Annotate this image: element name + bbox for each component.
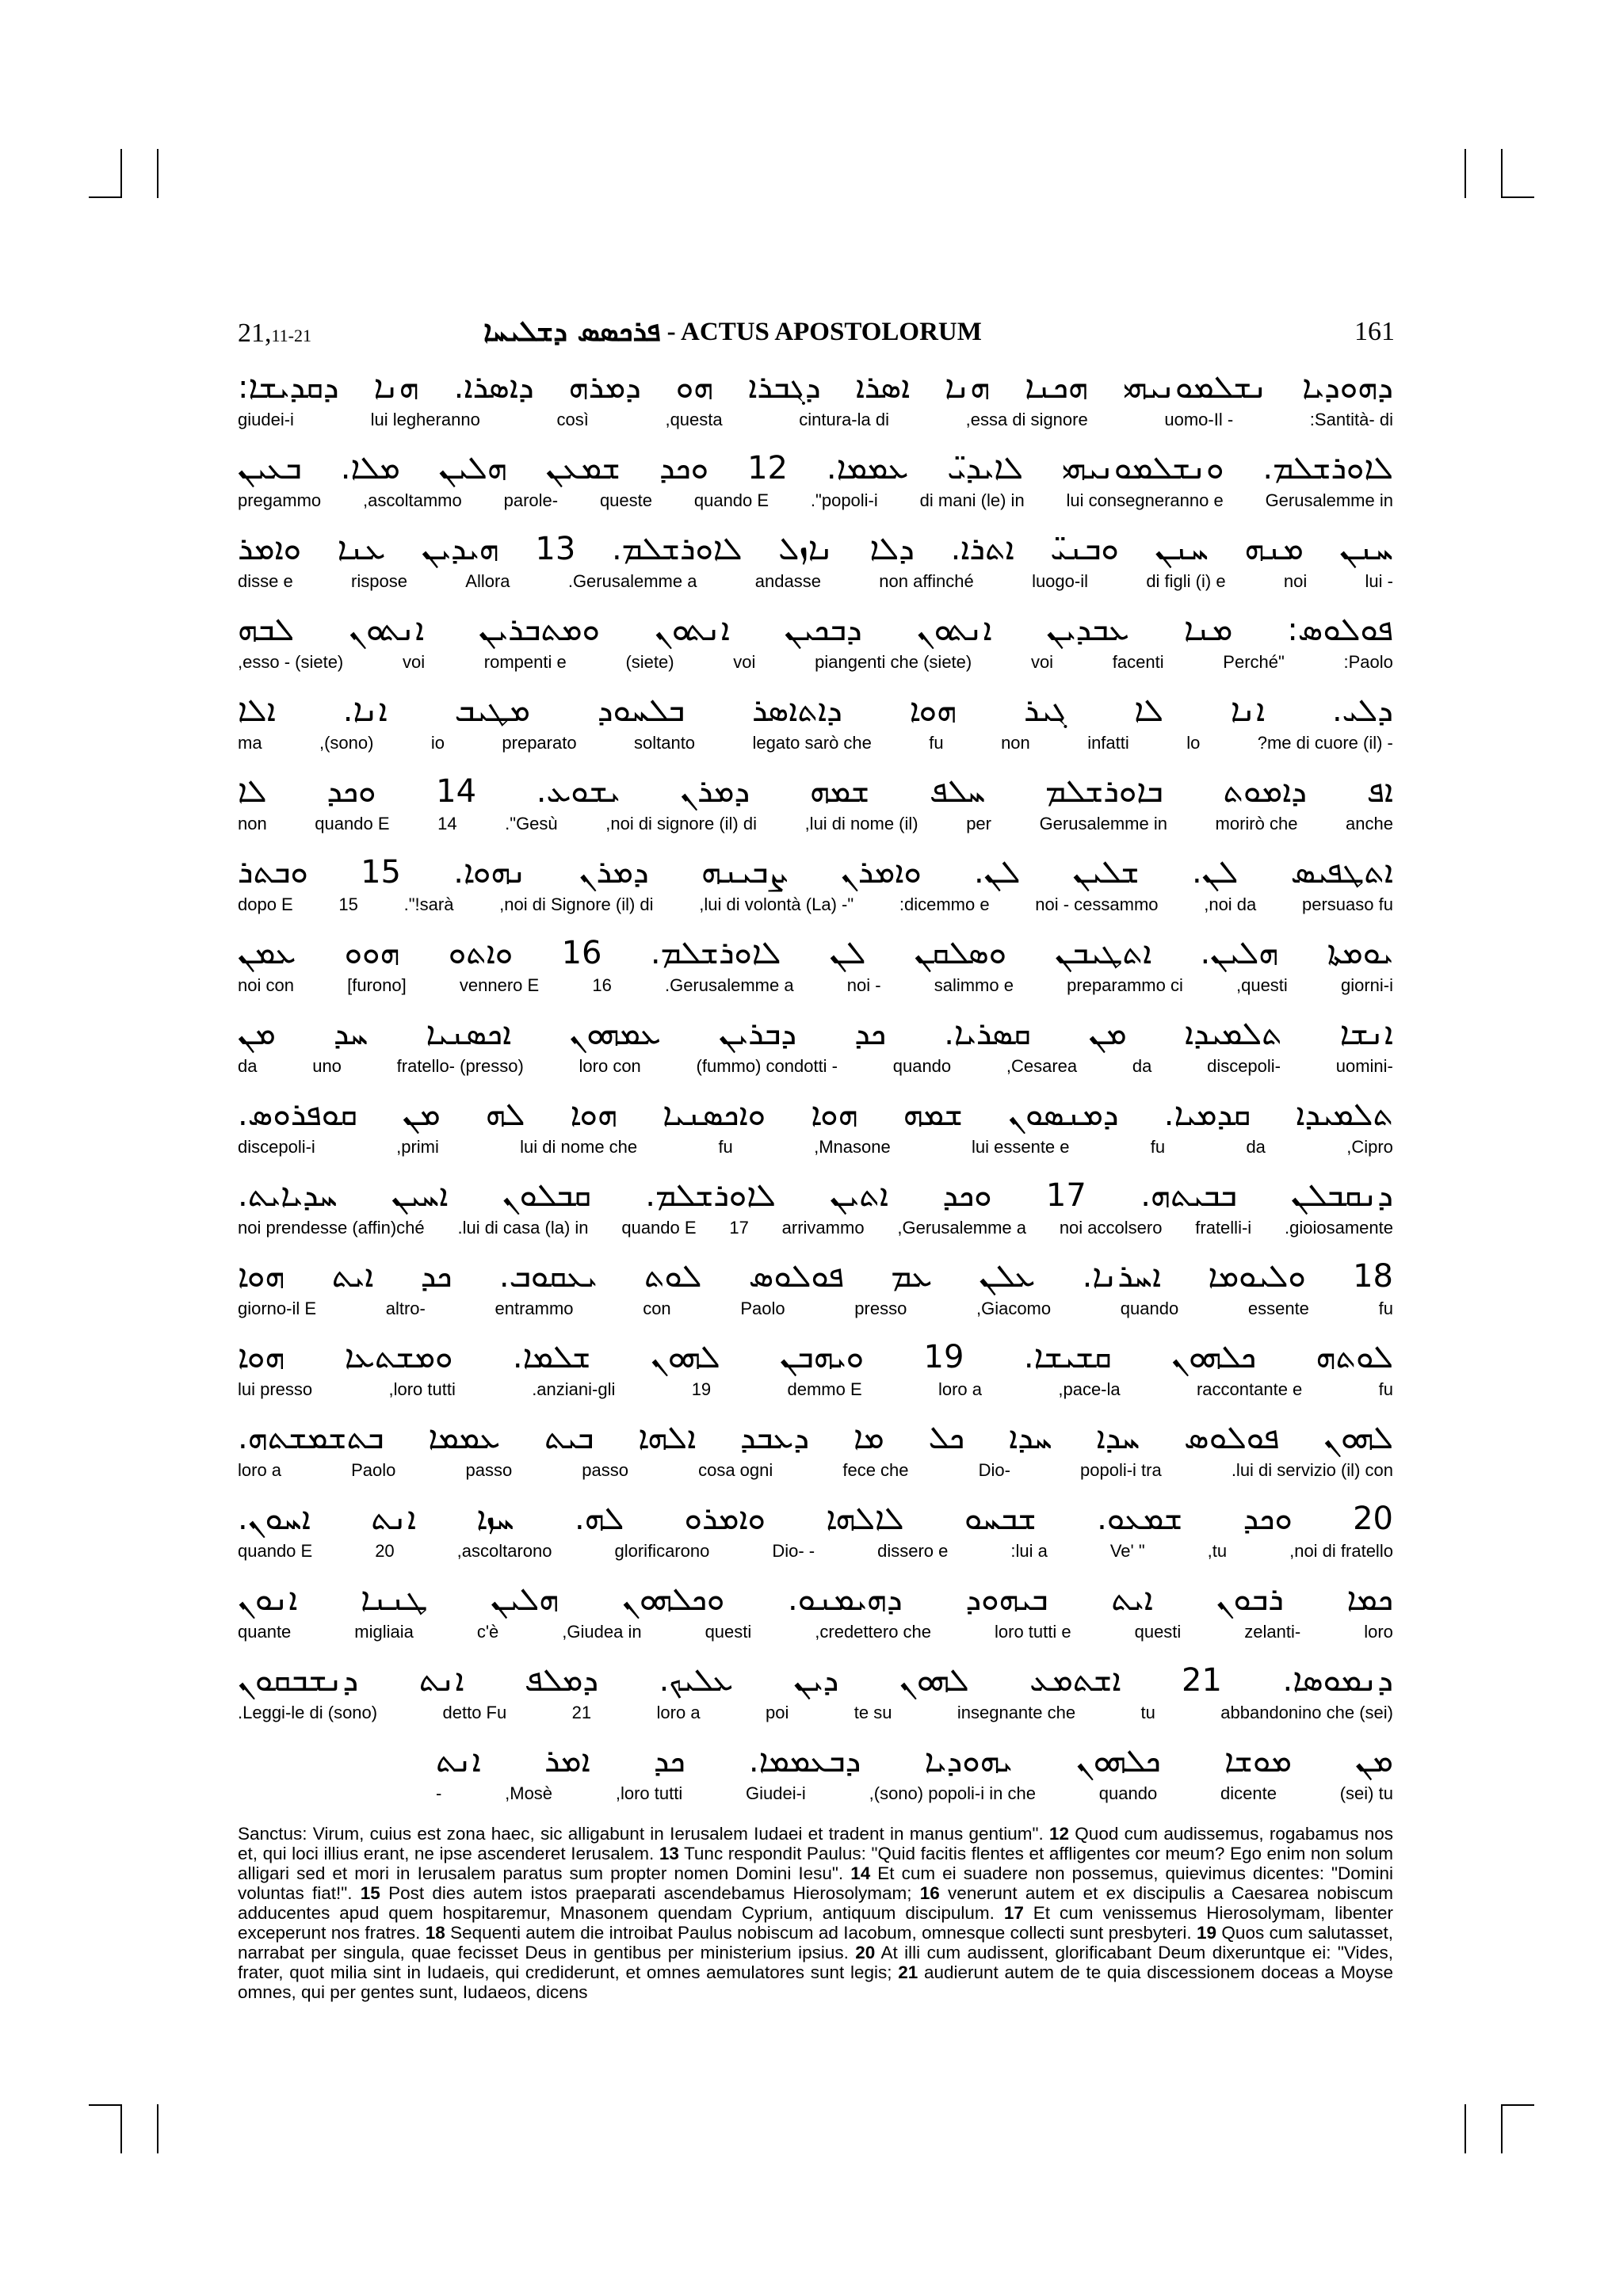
gloss-word: dicente bbox=[1220, 1783, 1277, 1803]
gloss-word: da bbox=[1246, 1137, 1266, 1157]
gloss-word: quando E bbox=[315, 814, 390, 833]
italian-gloss-line bbox=[436, 1783, 1393, 1805]
syriac-line: ܦܘܠܘܣ: ܡܢܐ ܥܒܕܝܢ ܐܢܬܘܢ ܕܒܟܝܢ ܐܢܬܘܢ ܘܡܬܒܪܝܢ ܐܢܬܘܢ ܠܒܗ bbox=[238, 612, 1393, 648]
book-title bbox=[483, 315, 982, 349]
gloss-word: luogo-il bbox=[1032, 571, 1088, 591]
ref-sub: 11-21 bbox=[271, 326, 312, 345]
gloss-word: ,lui di nome (il) bbox=[804, 814, 918, 833]
gloss-word: - bbox=[436, 1783, 442, 1803]
gloss-word: fu bbox=[1150, 1137, 1166, 1157]
italian-gloss-line bbox=[238, 1298, 1393, 1320]
gloss-word: ,ascoltammo bbox=[363, 490, 462, 510]
gloss-word: di mani (le) in bbox=[919, 490, 1025, 510]
gloss-word: poi bbox=[765, 1703, 789, 1722]
gloss-word: lo bbox=[1186, 733, 1201, 753]
gloss-word: quando E bbox=[238, 1541, 313, 1561]
gloss-word: ,noi di signore (il) di bbox=[605, 814, 757, 833]
gloss-word: noi accolsero bbox=[1059, 1218, 1163, 1238]
syriac-line: ܟܡܐ ܪܒܘܢ ܐܝܬ ܒܝܗܘܕ ܕܗܝܡܢܘ. ܘܟܠܗܘܢ ܗܠܝܢ ܛܢܢܐ ܐܢܘܢ bbox=[238, 1581, 1393, 1618]
gloss-word: ,(sono) popoli-i in che bbox=[869, 1783, 1036, 1803]
gloss-word: morirò che bbox=[1215, 814, 1298, 833]
gloss-word: voi bbox=[402, 652, 426, 672]
gloss-word: .gioiosamente bbox=[1284, 1218, 1393, 1238]
gloss-word: voi bbox=[733, 652, 756, 672]
italian-gloss-line bbox=[238, 1379, 1393, 1401]
interlinear-line bbox=[238, 1334, 1393, 1415]
latin-segment: Et cum ei suadere non possemus, quievimus dicentes: "Domini voluntas fiat!". bbox=[238, 1863, 1393, 1903]
crop-mark bbox=[89, 2104, 122, 2106]
verse-number: 18 bbox=[425, 1923, 445, 1943]
syriac-line: ܐܦ ܕܐܡܘܬ ܒܐܘܪܫܠܡ ܚܠܦ ܫܡܗ ܕܡܪܢ ܝܫܘܥ. 14 ܘܟܕ ܠܐ bbox=[238, 773, 1393, 810]
syriac-line: ܐܬܛܦܝܣ ܠܢ. ܫܠܝܢ ܠܢ. ܘܐܡܪܢ ܨܒܝܢܗ ܕܡܪܢ ܢܗܘܐ. 15 ܘܒܬܪ bbox=[238, 854, 1393, 891]
gloss-word: uno bbox=[312, 1056, 342, 1076]
italian-gloss-line bbox=[238, 732, 1393, 754]
gloss-word: 20 bbox=[375, 1541, 395, 1561]
page-header bbox=[238, 315, 1395, 360]
gloss-word: ,ascoltarono bbox=[456, 1541, 552, 1561]
gloss-word: non bbox=[1001, 733, 1030, 753]
latin-segment: Et cum venissemus Hierosolymam, libenter exceperunt nos fratres. bbox=[238, 1903, 1393, 1943]
interlinear-line bbox=[238, 1011, 1393, 1092]
interlinear-line bbox=[238, 1173, 1393, 1253]
gloss-word: rompenti e bbox=[483, 652, 567, 672]
gloss-word: uomini- bbox=[1335, 1056, 1393, 1076]
gloss-word: Dio- bbox=[978, 1460, 1010, 1480]
gloss-word: Giudei-i bbox=[746, 1783, 806, 1803]
gloss-word: ."Gesù bbox=[505, 814, 558, 833]
gloss-word: :Paolo bbox=[1343, 652, 1393, 672]
gloss-word: ,essa di signore bbox=[965, 410, 1088, 429]
gloss-word: piangenti che (siete) bbox=[815, 652, 972, 672]
gloss-word: persuaso fu bbox=[1301, 894, 1393, 914]
gloss-word: essente bbox=[1247, 1299, 1309, 1318]
gloss-word: noi con bbox=[238, 975, 294, 995]
interlinear-line bbox=[238, 1092, 1393, 1173]
gloss-word: giorni-i bbox=[1340, 975, 1393, 995]
gloss-word: preparammo ci bbox=[1067, 975, 1183, 995]
gloss-word: migliaia bbox=[354, 1622, 414, 1642]
gloss-word: loro a bbox=[938, 1379, 983, 1399]
syriac-line: ܬܠܡܝܕܐ ܩܕܡܝܐ. ܕܡܢܣܘܢ ܫܡܗ ܗܘܐ ܘܐܟܣܢܝܐ ܗܘܐ ܠܗ ܡܢ ܩܘܦܪܘܣ. bbox=[238, 1097, 1393, 1133]
gloss-word: Dio- - bbox=[772, 1541, 815, 1561]
gloss-word: lui legheranno bbox=[370, 410, 480, 429]
gloss-word: fratelli-i bbox=[1195, 1218, 1252, 1238]
gloss-word: ,noi di fratello bbox=[1289, 1541, 1393, 1561]
latin-segment: audierunt autem de te quia discessionem doceas a Moyse omnes, qui per gentes sunt, Iudaeos, dicens bbox=[238, 1962, 1393, 2002]
gloss-word: loro a bbox=[656, 1703, 701, 1722]
gloss-word: altro- bbox=[385, 1299, 426, 1318]
gloss-word: Paolo bbox=[351, 1460, 396, 1480]
gloss-word: loro bbox=[1364, 1622, 1393, 1642]
gloss-word: [furono] bbox=[347, 975, 407, 995]
gloss-word: di figli (i) e bbox=[1146, 571, 1226, 591]
gloss-word: presso bbox=[854, 1299, 907, 1318]
verse-number: 12 bbox=[1049, 1824, 1070, 1844]
syriac-line: ܕܢܩܒܠܢ ܒܒܝܬܗ. 17 ܘܟܕ ܐܬܝܢ ܠܐܘܪܫܠܡ. ܩܒܠܘܢ ܐܚܝܢ ܚܕܝܐܝܬ. bbox=[238, 1177, 1393, 1214]
gloss-word: non affinché bbox=[879, 571, 974, 591]
italian-gloss-line bbox=[238, 490, 1393, 512]
gloss-word: lui - bbox=[1365, 571, 1393, 591]
interlinear-line bbox=[238, 849, 1393, 930]
italian-gloss-line bbox=[238, 570, 1393, 593]
crop-mark bbox=[120, 149, 122, 198]
gloss-word: questi bbox=[705, 1622, 752, 1642]
gloss-word: vennero E bbox=[459, 975, 540, 995]
gloss-word: .anziani-gli bbox=[532, 1379, 616, 1399]
gloss-word: ,credettero che bbox=[815, 1622, 932, 1642]
gloss-word: noi - bbox=[846, 975, 881, 995]
interlinear-line bbox=[238, 769, 1393, 849]
crop-mark bbox=[157, 2104, 158, 2153]
gloss-word: fu bbox=[929, 733, 944, 753]
gloss-word: ,loro tutti bbox=[388, 1379, 456, 1399]
interlinear-line bbox=[238, 526, 1393, 607]
gloss-word: loro con bbox=[579, 1056, 641, 1076]
latin-segment: Tunc respondit Paulus: "Quid facitis flentes et affligentes cor meum? Ego enim non solum alligari sed et mori in Ierusalem paratus sum propter nomen Domini Iesu". bbox=[238, 1844, 1393, 1883]
gloss-word: andasse bbox=[754, 571, 821, 591]
gloss-word: quando bbox=[1098, 1783, 1158, 1803]
verse-number: 15 bbox=[360, 1883, 380, 1903]
syriac-line: ܝܘܡܬܐ ܗܠܝܢ. ܐܬܛܝܒܢ ܘܣܠܩܢ ܠܢ ܠܐܘܪܫܠܡ. 16 ܘܐܬܘ ܗܘܘ ܥܡܢ bbox=[238, 935, 1393, 971]
italian-gloss-line bbox=[238, 1621, 1393, 1643]
gloss-word: quando E bbox=[621, 1218, 697, 1238]
gloss-word: soltanto bbox=[633, 733, 696, 753]
verse-number: 21 bbox=[898, 1962, 918, 1982]
interlinear-line bbox=[238, 1738, 1393, 1819]
italian-gloss-line bbox=[238, 1459, 1393, 1482]
gloss-word: ,questa bbox=[665, 410, 723, 429]
italian-gloss-line bbox=[238, 1217, 1393, 1239]
page-number: 161 bbox=[1354, 317, 1395, 346]
syriac-line: ܐܢܫܐ ܬܠܡܝܕܐ ܡܢ ܩܣܪܝܐ. ܟܕ ܕܒܪܝܢ ܥܡܗܘܢ ܐܟܣܢܝܐ ܚܕ ܡܢ bbox=[238, 1016, 1393, 1052]
latin-translation bbox=[238, 1824, 1393, 2002]
latin-segment: At illi cum audissent, glorificabant Deum dixeruntque ei: "Vides, frater, quot milia sint in Iudaeis, qui crediderunt, et omnes aemulatores sunt legis; bbox=[238, 1943, 1394, 1982]
syriac-line: ܕܠܝ. ܐܢܐ ܠܐ ܓܝܪ ܗܘܐ ܕܐܬܐܣܪ ܒܠܚܘܕ ܡܛܝܒ ܐܢܐ. ܐܠܐ bbox=[238, 692, 1393, 729]
interlinear-line bbox=[238, 1657, 1393, 1738]
syriac-line: ܕܗܘܕܝܐ ܢܫܠܡܘܢܝܗܝ ܗܟܢܐ ܗܢܐ ܐܣܪܐ ܕܓܒܪܐ ܗܘ ܕܡܪܗ ܕܐܣܪܐ. ܗܢܐ ܕܩܕܝܫܐ: bbox=[238, 369, 1393, 406]
gloss-word: 16 bbox=[592, 975, 612, 995]
syriac-line: ܠܘܬܗ ܟܠܗܘܢ ܩܫܝܫܐ. 19 ܘܝܗܒܢ ܠܗܘܢ ܫܠܡܐ. ܘܡܫܬܥܐ ܗܘܐ bbox=[238, 1339, 1393, 1375]
gloss-word: discepoli-i bbox=[238, 1137, 315, 1157]
verse-number: 19 bbox=[1197, 1923, 1217, 1943]
ref-main: 21, bbox=[238, 318, 272, 348]
gloss-word: legato sarò che bbox=[752, 733, 872, 753]
gloss-word: dopo E bbox=[238, 894, 293, 914]
gloss-word: (fummo) condotti - bbox=[696, 1056, 838, 1076]
gloss-word: 19 bbox=[691, 1379, 712, 1399]
gloss-word: ,(sono) bbox=[319, 733, 374, 753]
gloss-word: ,Cesarea bbox=[1006, 1056, 1078, 1076]
crop-mark bbox=[157, 149, 158, 198]
crop-mark bbox=[1465, 149, 1466, 198]
latin-segment: Sequenti autem die introibat Paulus nobiscum ad Iacobum, omnesque collecti sunt presbyteri. bbox=[445, 1923, 1197, 1943]
gloss-word: ,Gerusalemme a bbox=[897, 1218, 1026, 1238]
gloss-word: zelanti- bbox=[1244, 1622, 1301, 1642]
gloss-word: Gerusalemme in bbox=[1265, 490, 1393, 510]
gloss-word: entrammo bbox=[495, 1299, 574, 1318]
interlinear-line bbox=[238, 1577, 1393, 1657]
gloss-word: dissero e bbox=[877, 1541, 949, 1561]
gloss-word: arrivammo bbox=[781, 1218, 865, 1238]
italian-gloss-line bbox=[238, 894, 1393, 916]
gloss-word: noi bbox=[1283, 571, 1308, 591]
latin-segment: Quod cum audissemus, rogabamus nos et, qui loci illius erant, ne ipse ascenderet Ierusalem. bbox=[238, 1824, 1393, 1863]
title-latin: - ACTUS APOSTOLORUM bbox=[666, 317, 982, 346]
gloss-word: insegnante che bbox=[957, 1703, 1076, 1722]
latin-segment: Sanctus: Virum, cuius est zona haec, sic alligabunt in Ierusalem Iudaei et tradent in manus gentium". bbox=[238, 1824, 1050, 1844]
interlinear-line bbox=[238, 930, 1393, 1011]
gloss-word: ,primi bbox=[396, 1137, 439, 1157]
crop-mark bbox=[1465, 2104, 1466, 2153]
gloss-word: 14 bbox=[437, 814, 457, 833]
gloss-word: ,loro tutti bbox=[615, 1783, 683, 1803]
gloss-word: da bbox=[238, 1056, 258, 1076]
gloss-word: ?me di cuore (il) - bbox=[1257, 733, 1393, 753]
verse-number: 17 bbox=[1003, 1903, 1024, 1923]
interlinear-line bbox=[238, 688, 1393, 769]
italian-gloss-line bbox=[238, 409, 1393, 431]
gloss-word: ma bbox=[238, 733, 262, 753]
gloss-word: da bbox=[1132, 1056, 1152, 1076]
gloss-word: voi bbox=[1030, 652, 1054, 672]
gloss-word: queste bbox=[599, 490, 652, 510]
gloss-word: ,noi di Signore (il) di bbox=[499, 894, 654, 914]
gloss-word: noi prendesse (affin)ché bbox=[238, 1218, 425, 1238]
gloss-word: .Gerusalemme a bbox=[664, 975, 794, 995]
gloss-word: glorificarono bbox=[614, 1541, 710, 1561]
gloss-word: 17 bbox=[729, 1218, 749, 1238]
gloss-word: c'è bbox=[476, 1622, 499, 1642]
gloss-word: giorno-il E bbox=[238, 1299, 317, 1318]
gloss-word: loro a bbox=[238, 1460, 282, 1480]
gloss-word: (sei) tu bbox=[1339, 1783, 1393, 1803]
interlinear-line bbox=[238, 1415, 1393, 1496]
gloss-word: abbandonino che (sei) bbox=[1220, 1703, 1393, 1722]
gloss-word: ,noi da bbox=[1204, 894, 1257, 914]
gloss-word: Gerusalemme in bbox=[1039, 814, 1167, 833]
gloss-word: noi - cessammo bbox=[1035, 894, 1159, 914]
gloss-word: ,questi bbox=[1235, 975, 1288, 995]
gloss-word: non bbox=[238, 814, 267, 833]
gloss-word: rispose bbox=[351, 571, 407, 591]
gloss-word: 15 bbox=[338, 894, 358, 914]
crop-mark bbox=[1501, 2104, 1534, 2106]
gloss-word: quando bbox=[892, 1056, 952, 1076]
syriac-line: ܠܐܘܪܫܠܡ. ܘܢܫܠܡܘܢܝܗܝ ܠܐܝܕܝ̈ ܥܡܡܐ. 12 ܘܟܕ ܫܡܥܢ ܗܠܝܢ ܡܠܐ. ܒܥܝܢ bbox=[238, 450, 1393, 486]
gloss-word: fu bbox=[1378, 1379, 1393, 1399]
crop-mark bbox=[1501, 196, 1534, 198]
verse-number: 13 bbox=[659, 1844, 679, 1863]
interlinear-line bbox=[238, 607, 1393, 688]
verse-number: 14 bbox=[850, 1863, 871, 1883]
italian-gloss-line bbox=[238, 1136, 1393, 1158]
gloss-word: ,Giacomo bbox=[976, 1299, 1052, 1318]
verse-number: 16 bbox=[919, 1883, 940, 1903]
gloss-word: :lui a bbox=[1010, 1541, 1048, 1561]
gloss-word: facenti bbox=[1112, 652, 1164, 672]
gloss-word: demmo E bbox=[787, 1379, 862, 1399]
gloss-word: ."popoli-i bbox=[810, 490, 878, 510]
gloss-word: preparato bbox=[502, 733, 577, 753]
gloss-word: loro tutti e bbox=[995, 1622, 1071, 1642]
gloss-word: ,esso - (siete) bbox=[238, 652, 344, 672]
italian-gloss-line bbox=[238, 1540, 1393, 1562]
gloss-word: detto Fu bbox=[442, 1703, 507, 1722]
latin-segment: Quos cum salutasset, narrabat per singula, quae fecisset Deus in gentibus per ministerium ipsius. bbox=[238, 1923, 1393, 1962]
interlinear-line bbox=[238, 445, 1393, 526]
gloss-word: cosa ogni bbox=[698, 1460, 773, 1480]
gloss-word: 21 bbox=[571, 1703, 592, 1722]
syriac-line: ܕܢܡܘܣܐ. 21 ܐܫܬܡܥ ܠܗܘܢ ܕܝܢ ܥܠܝܟ. ܕܡܠܦ ܐܢܬ ܕܢܫܒܩܘܢ bbox=[238, 1662, 1393, 1699]
gloss-word: ,lui di volontà (La) -" bbox=[699, 894, 854, 914]
latin-segment: venerunt autem et ex discipulis a Caesarea nobiscum adducentes apud quem hospitaremur, Mnasonem quendam Cyprium, antiquum discipulum. bbox=[238, 1883, 1393, 1923]
gloss-word: Paolo bbox=[740, 1299, 785, 1318]
crop-mark bbox=[120, 2104, 122, 2153]
gloss-word: ,Giudea in bbox=[562, 1622, 642, 1642]
gloss-word: per bbox=[966, 814, 991, 833]
gloss-word: giudei-i bbox=[238, 410, 294, 429]
gloss-word: quando E bbox=[693, 490, 769, 510]
gloss-word: cintura-la di bbox=[799, 410, 889, 429]
gloss-word: discepoli- bbox=[1207, 1056, 1281, 1076]
syriac-line: 18 ܘܠܝܘܡܐ ܐܚܪܢܐ. ܥܠܢ ܥܡ ܦܘܠܘܣ ܠܘܬ ܝܥܩܘܒ. ܟܕ ܐܝܬ ܗܘܐ bbox=[238, 1258, 1393, 1295]
gloss-word: pregammo bbox=[238, 490, 322, 510]
verse-number: 20 bbox=[855, 1943, 876, 1962]
gloss-word: .lui di casa (la) in bbox=[457, 1218, 589, 1238]
gloss-word: popoli-i tra bbox=[1080, 1460, 1162, 1480]
gloss-word: passo bbox=[465, 1460, 513, 1480]
gloss-word: passo bbox=[582, 1460, 628, 1480]
gloss-word: fece che bbox=[842, 1460, 909, 1480]
gloss-word: fu bbox=[718, 1137, 733, 1157]
gloss-word: Allora bbox=[465, 571, 510, 591]
gloss-word: uomo-Il - bbox=[1164, 410, 1234, 429]
gloss-word: quando bbox=[1120, 1299, 1179, 1318]
latin-segment: Post dies autem istos praeparati ascendebamus Hierosolymam; bbox=[380, 1883, 920, 1903]
gloss-word: te su bbox=[854, 1703, 892, 1722]
crop-mark bbox=[89, 196, 122, 198]
italian-gloss-line bbox=[238, 1055, 1393, 1077]
gloss-word: ,tu bbox=[1207, 1541, 1228, 1561]
gloss-word: ."!sarà bbox=[403, 894, 454, 914]
gloss-word: ,Cipro bbox=[1346, 1137, 1393, 1157]
gloss-word: disse e bbox=[238, 571, 293, 591]
gloss-word: questi bbox=[1134, 1622, 1182, 1642]
gloss-word: con bbox=[643, 1299, 671, 1318]
syriac-line: ܚܢܢ ܡܢܗ ܚܢܢ ܘܒܢܝ̈ ܐܬܪܐ. ܕܠܐ ܢܐܙܠ ܠܐܘܪܫܠܡ. 13 ܗܝܕܝܢ ܥܢܐ ܘܐܡܪ bbox=[238, 531, 1393, 567]
gloss-word: :Santità- di bbox=[1309, 410, 1393, 429]
italian-gloss-line bbox=[238, 651, 1393, 673]
gloss-word: ,Mnasone bbox=[814, 1137, 891, 1157]
gloss-word: (siete) bbox=[625, 652, 674, 672]
syriac-line: 20 ܘܟܕ ܫܡܥܘ. ܫܒܚܘ ܠܐܠܗܐ ܘܐܡܪܘ ܠܗ. ܚܙܐ ܐܢܬ ܐܚܘܢ. bbox=[238, 1501, 1393, 1537]
italian-gloss-line bbox=[238, 1702, 1393, 1724]
gloss-word: parole- bbox=[503, 490, 559, 510]
syriac-line: ܠܗܘܢ ܦܘܠܘܣ ܚܕܐ ܚܕܐ ܟܠ ܡܐ ܕܥܒܕ ܐܠܗܐ ܒܝܬ ܥܡܡܐ ܒܬܫܡܫܬܗ. bbox=[238, 1420, 1393, 1456]
gloss-word: lui essente e bbox=[971, 1137, 1070, 1157]
gloss-word: fratello- (presso) bbox=[396, 1056, 524, 1076]
chapter-verse-ref bbox=[238, 318, 311, 349]
gloss-word: .Leggi-le di (sono) bbox=[238, 1703, 378, 1722]
title-syriac: ܦܪܟܣܣ ܕܫܠܝܚܐ bbox=[483, 315, 661, 348]
gloss-word: salimmo e bbox=[934, 975, 1014, 995]
interlinear-line bbox=[238, 1496, 1393, 1577]
gloss-word: .lui di servizio (il) con bbox=[1231, 1460, 1393, 1480]
gloss-word: .Gerusalemme a bbox=[567, 571, 697, 591]
interlinear-line bbox=[238, 364, 1393, 445]
interlinear-text bbox=[238, 364, 1393, 1819]
gloss-word: io bbox=[430, 733, 445, 753]
gloss-word: infatti bbox=[1087, 733, 1129, 753]
interlinear-line bbox=[238, 1253, 1393, 1334]
italian-gloss-line bbox=[238, 813, 1393, 835]
gloss-word: fu bbox=[1378, 1299, 1393, 1318]
crop-mark bbox=[1501, 2104, 1503, 2153]
gloss-word: lui consegneranno e bbox=[1066, 490, 1224, 510]
gloss-word: ,pace-la bbox=[1058, 1379, 1121, 1399]
gloss-word: ,Mosè bbox=[505, 1783, 553, 1803]
gloss-word: tu bbox=[1140, 1703, 1155, 1722]
gloss-word: quante bbox=[238, 1622, 292, 1642]
gloss-word: Ve' " bbox=[1109, 1541, 1145, 1561]
crop-mark bbox=[1501, 149, 1503, 198]
gloss-word: così bbox=[556, 410, 589, 429]
gloss-word: raccontante e bbox=[1196, 1379, 1303, 1399]
gloss-word: anche bbox=[1346, 814, 1393, 833]
gloss-word: lui di nome che bbox=[520, 1137, 638, 1157]
gloss-word: lui presso bbox=[238, 1379, 313, 1399]
syriac-line: ܡܢ ܡܘܫܐ ܟܠܗܘܢ ܝܗܘܕܝܐ ܕܒܥܡܡܐ. ܟܕ ܐܡܪ ܐܢܬ bbox=[436, 1743, 1393, 1779]
gloss-word: :dicemmo e bbox=[899, 894, 990, 914]
italian-gloss-line bbox=[238, 974, 1393, 997]
gloss-word: Perché" bbox=[1223, 652, 1285, 672]
